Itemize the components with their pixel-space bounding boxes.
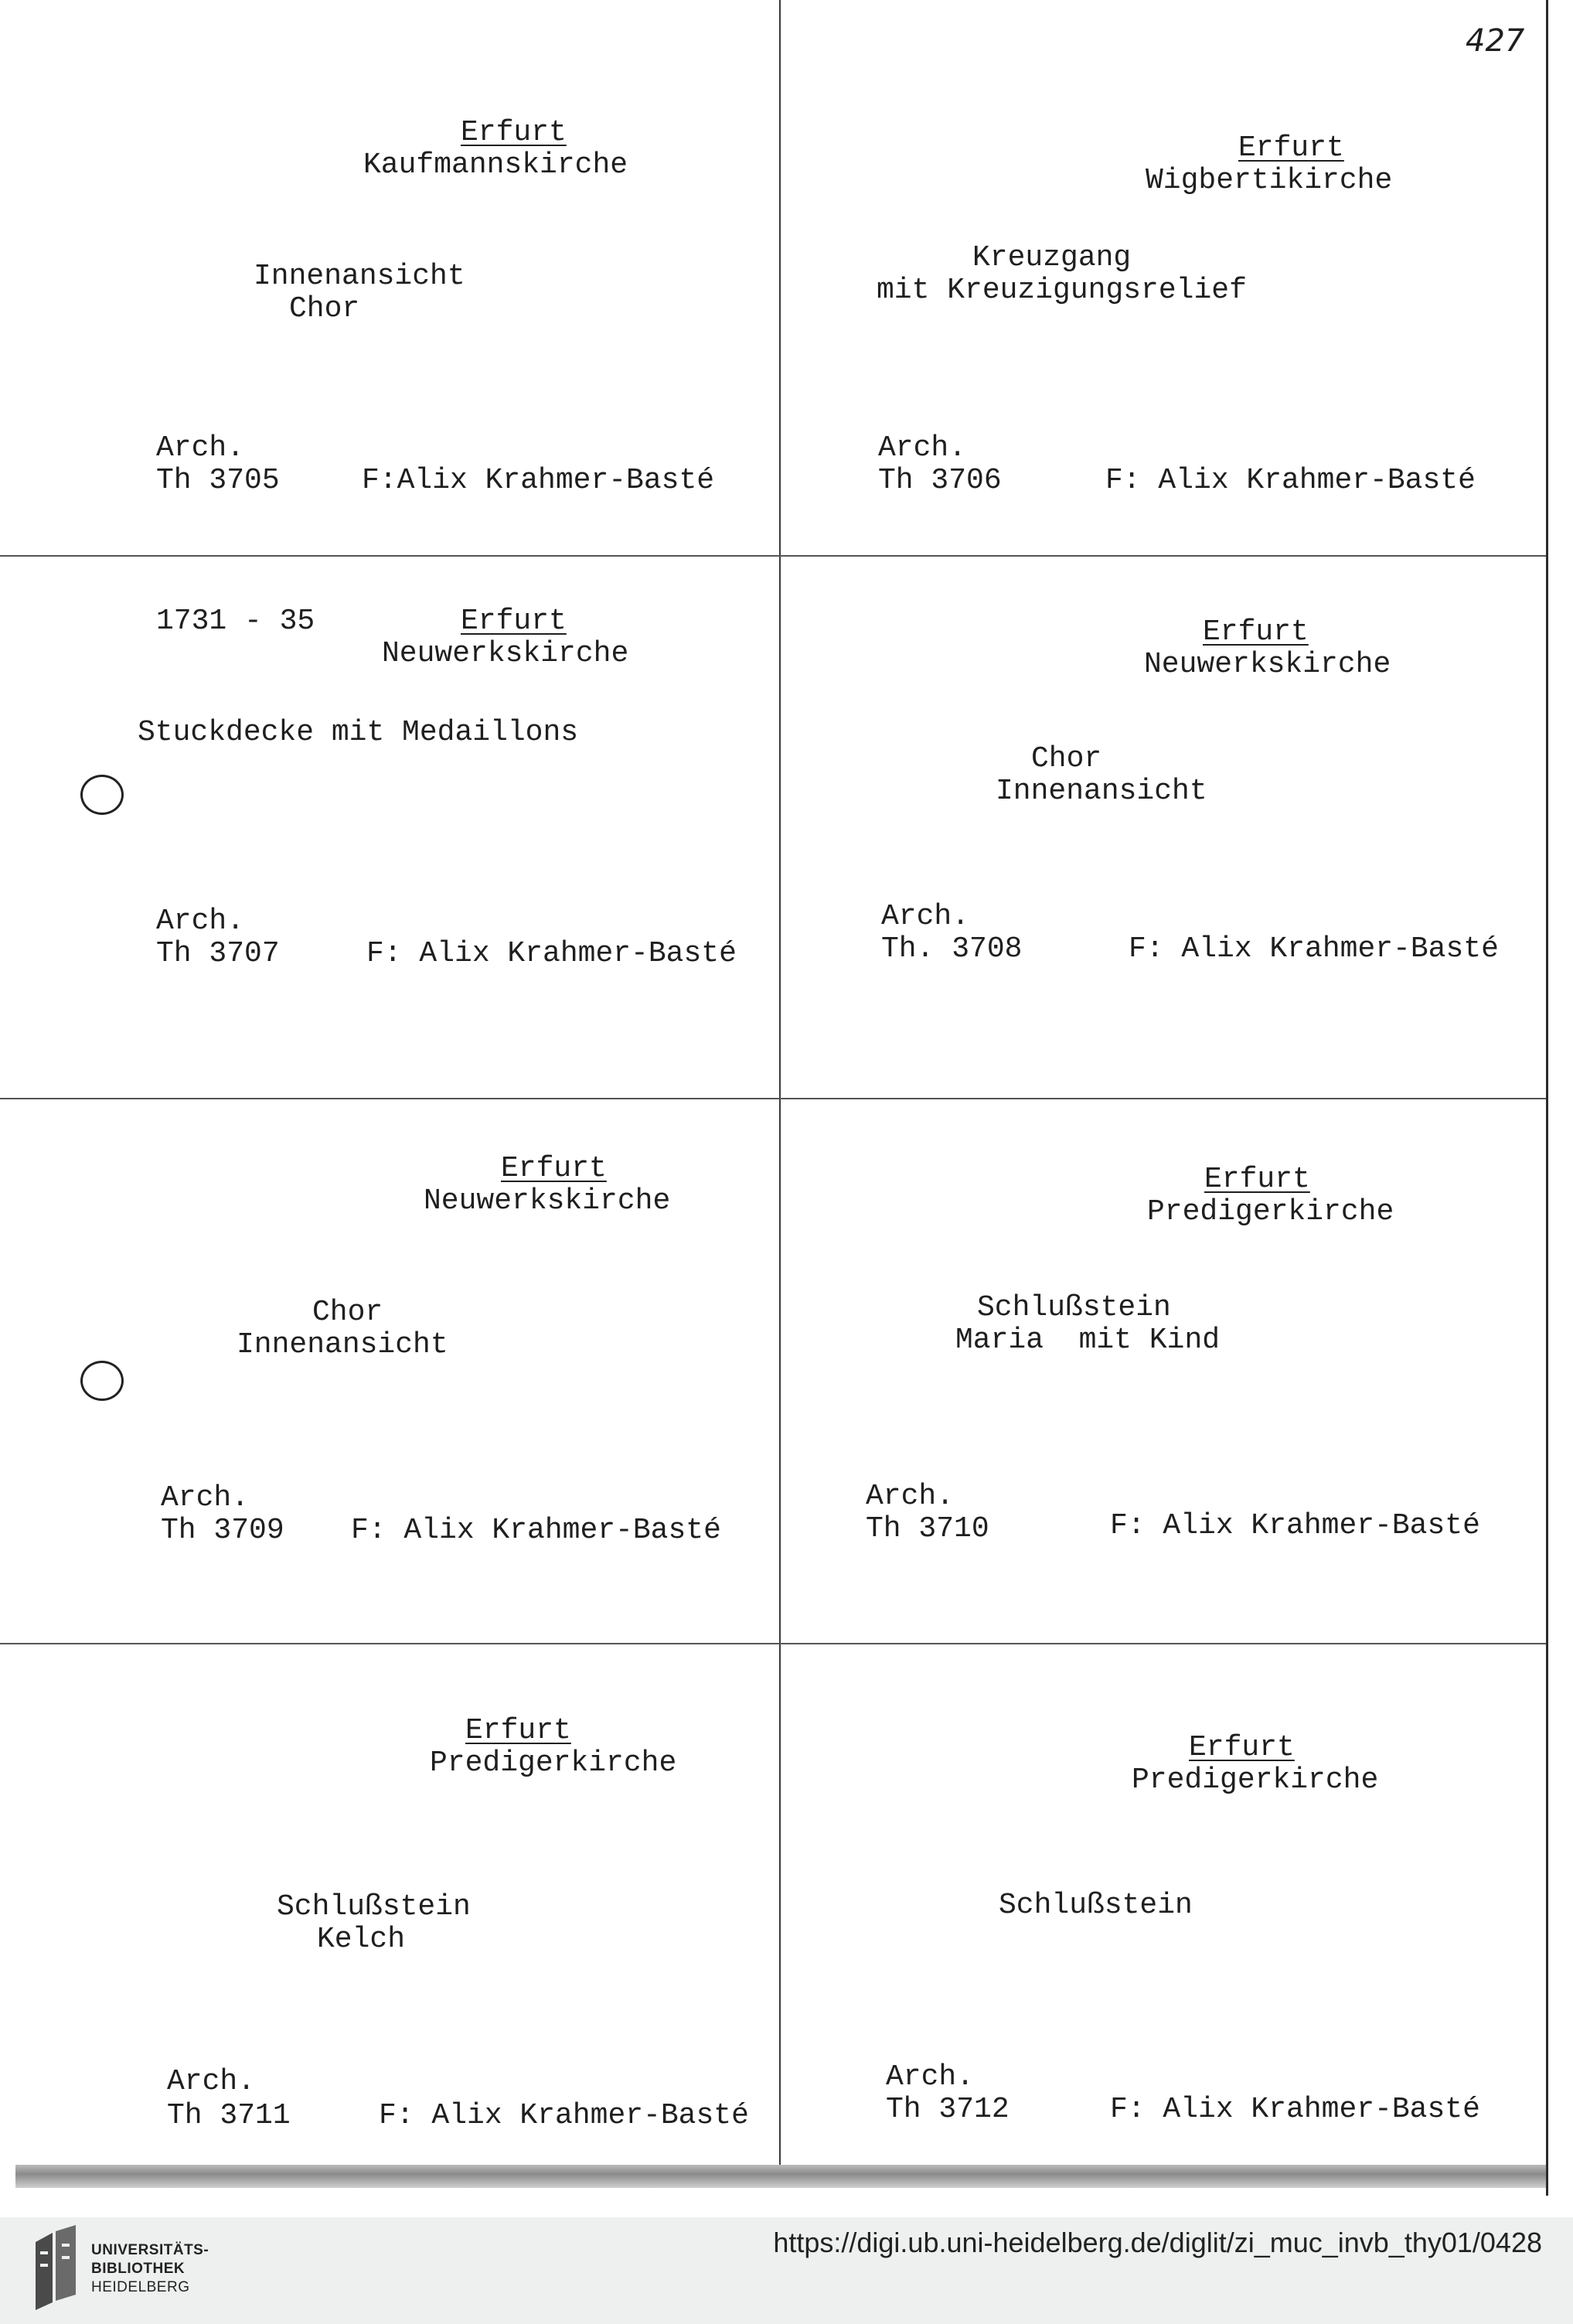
subject-line: mit Kreuzigungsrelief — [877, 274, 1247, 307]
photographer-credit: F: Alix Krahmer-Basté — [379, 2099, 749, 2132]
photographer-credit: F: Alix Krahmer-Basté — [1110, 1509, 1480, 1542]
city-heading: Erfurt — [465, 1714, 571, 1747]
page-number: 427 — [1466, 23, 1525, 59]
photographer-credit: F: Alix Krahmer-Basté — [1105, 464, 1476, 497]
archive-label: Arch. — [886, 2060, 975, 2094]
subject-line: Innenansicht — [254, 260, 465, 293]
logo-text-line: UNIVERSITÄTS- — [91, 2242, 209, 2258]
punch-hole — [80, 775, 124, 815]
city-heading: Erfurt — [1189, 1731, 1295, 1764]
photographer-credit: F: Alix Krahmer-Basté — [366, 937, 737, 970]
subject-line: Innenansicht — [996, 775, 1207, 808]
index-card — [0, 1644, 773, 2186]
archive-label: Arch. — [866, 1480, 955, 1513]
subject-line: Kelch — [317, 1923, 406, 1956]
logo-text-line: BIBLIOTHEK — [91, 2261, 186, 2277]
archive-number: Th 3707 — [156, 937, 280, 970]
church-name: Neuwerkskirche — [424, 1184, 671, 1218]
index-card — [781, 557, 1554, 1098]
church-name: Predigerkirche — [1132, 1763, 1379, 1797]
archive-label: Arch. — [878, 431, 967, 465]
logo-text-line: HEIDELBERG — [91, 2279, 190, 2295]
date-range: 1731 - 35 — [156, 605, 315, 638]
photographer-credit: F: Alix Krahmer-Basté — [351, 1514, 721, 1547]
church-name: Predigerkirche — [1147, 1195, 1394, 1228]
library-logo-icon — [31, 2225, 80, 2310]
archive-label: Arch. — [167, 2065, 256, 2098]
punch-hole — [80, 1361, 124, 1401]
subject-line: Chor — [1031, 742, 1102, 775]
city-heading: Erfurt — [1203, 615, 1309, 649]
subject-line: Chor — [289, 292, 360, 325]
photographer-credit: F: Alix Krahmer-Basté — [1129, 932, 1499, 966]
archive-label: Arch. — [881, 900, 970, 933]
archive-number: Th 3705 — [156, 464, 280, 497]
church-name: Predigerkirche — [430, 1746, 677, 1780]
church-name: Neuwerkskirche — [1144, 648, 1391, 681]
city-heading: Erfurt — [461, 116, 567, 149]
index-card — [781, 1099, 1554, 1641]
index-card — [0, 0, 773, 541]
archive-number: Th 3709 — [161, 1514, 284, 1547]
archive-number: Th 3710 — [866, 1512, 989, 1545]
index-card — [0, 1099, 773, 1641]
permalink-url[interactable]: https://digi.ub.uni-heidelberg.de/diglit/zi_muc_invb_thy01/0428 — [773, 2227, 1542, 2258]
archive-number: Th 3712 — [886, 2093, 1010, 2126]
archive-label: Arch. — [156, 905, 245, 938]
index-card — [781, 1644, 1554, 2186]
subject-line: Innenansicht — [237, 1328, 448, 1361]
church-name: Neuwerkskirche — [382, 637, 629, 670]
index-card — [0, 557, 773, 1098]
archive-label: Arch. — [161, 1481, 250, 1515]
subject-line: Schlußstein — [999, 1889, 1193, 1922]
viewer-footer — [0, 2217, 1573, 2324]
index-card — [781, 0, 1554, 541]
city-heading: Erfurt — [461, 605, 567, 638]
church-name: Wigbertikirche — [1146, 164, 1393, 197]
archive-number: Th. 3708 — [881, 932, 1023, 966]
subject-line: Schlußstein — [977, 1291, 1171, 1324]
subject-line: Stuckdecke mit Medaillons — [138, 716, 579, 749]
archive-number: Th 3706 — [878, 464, 1002, 497]
subject-line: Schlußstein — [277, 1890, 471, 1924]
city-heading: Erfurt — [501, 1152, 607, 1185]
subject-line: Chor — [312, 1296, 383, 1329]
church-name: Kaufmannskirche — [363, 148, 628, 182]
photographer-credit: F:Alix Krahmer-Basté — [362, 464, 715, 497]
city-heading: Erfurt — [1204, 1163, 1310, 1196]
photographer-credit: F: Alix Krahmer-Basté — [1110, 2093, 1480, 2126]
subject-line: Kreuzgang — [972, 241, 1132, 274]
archive-label: Arch. — [156, 431, 245, 465]
archive-number: Th 3711 — [167, 2099, 291, 2132]
city-heading: Erfurt — [1238, 131, 1344, 165]
subject-line: Maria mit Kind — [955, 1324, 1221, 1357]
